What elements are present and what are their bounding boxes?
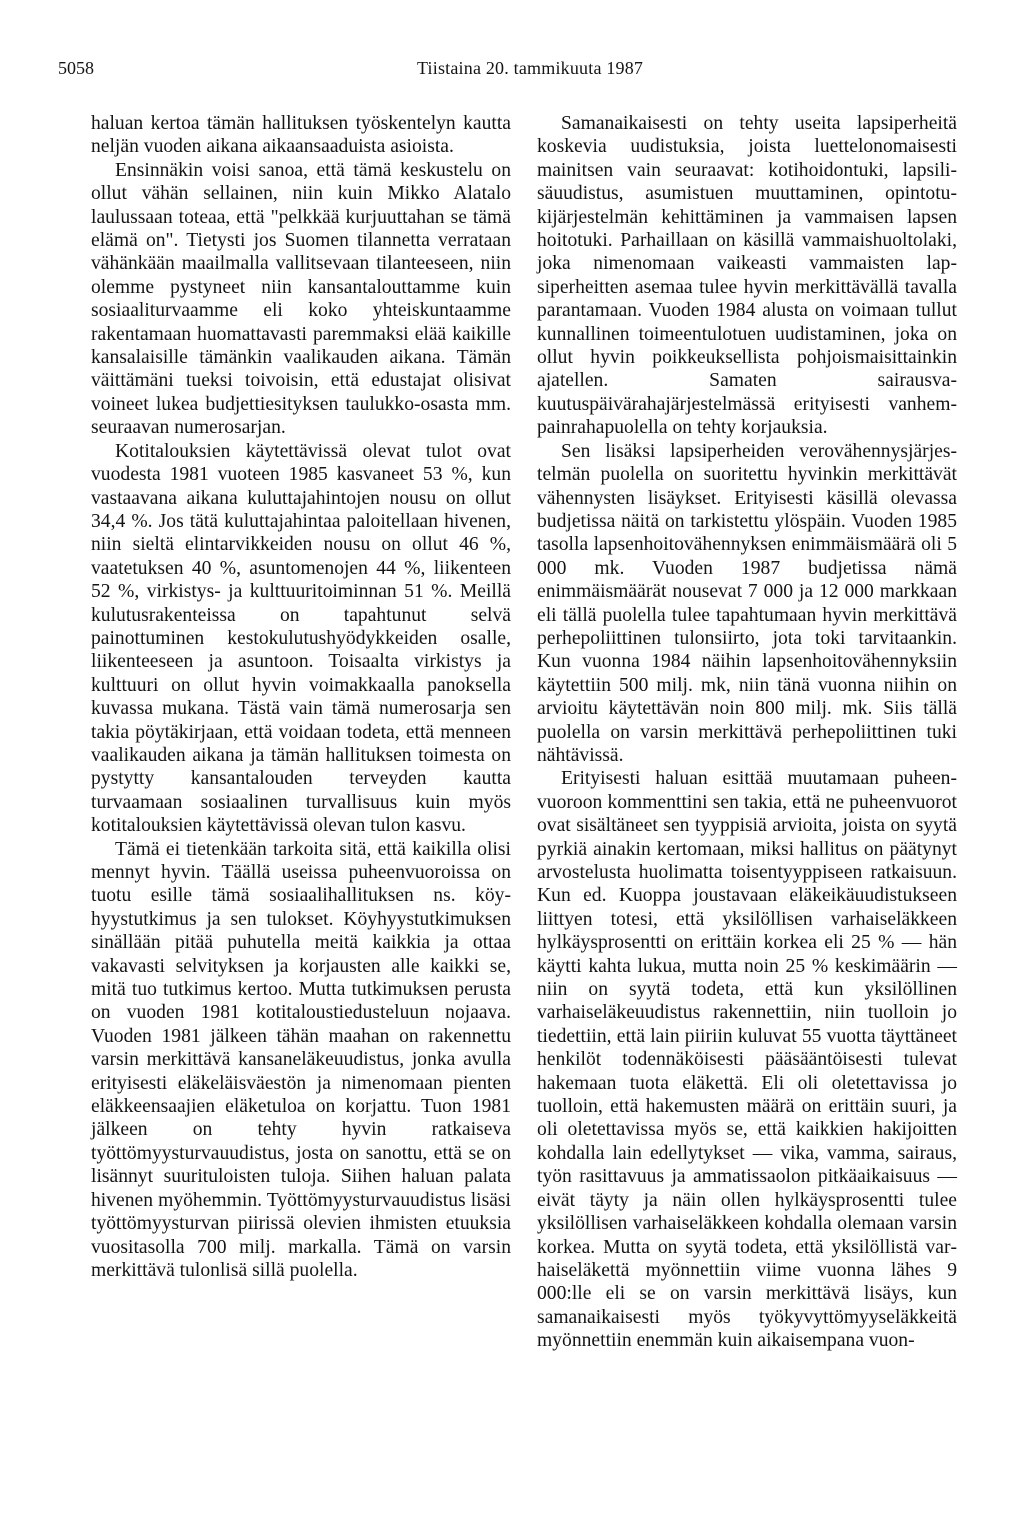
paragraph: Samanaikaisesti on tehty useita lapsiperheitä koskevia uudistuksia, joista luettelonomaisesti mainitsen vain seuraavat: kotihoidontuki, lapsilisäuudistus, asumistuen muuttaminen, opintotukijärjestelmän kehittäminen ja vammaisen lapsen hoitotuki. Parhaillaan on käsillä vammaishuoltolaki, joka nimenomaan vaikeasti vammaisten lapsiperheitten asemaa tulee hyvin merkittävällä tavalla parantamaan. Vuoden 1984 alusta on voimaan tullut kunnallinen toimeentulotuen uudistaminen, joka on ollut hyvin poikkeuksellista pohjoismaisittainkin ajatellen. Samaten sairausvakuutuspäivärahajärjestelmässä erityisesti vanhempainrahapuolella on tehty korjauksia. (537, 113, 957, 439)
page-header (58, 58, 964, 88)
left-column (91, 112, 511, 1282)
paragraph: Kotitalouksien käytettävissä olevat tulot ovat vuodesta 1981 vuoteen 1985 kasvaneet 53 %, kun vastaavana aikana kuluttajahintojen nousu on ollut 34,4 %. Jos tätä kuluttajahintaa paloitellaan hivenen, niin sieltä elintarvikkeiden nousu on ollut 46 %, vaatetuksen 40 %, asuntomenojen 44 %, liikenteen 52 %, virkistys- ja kulttuuritoiminnan 51 %. Meillä kulutusrakenteissa on tapahtunut selvä painottuminen kestokulutushyödykkeiden osalle, liikenteeseen ja asuntoon. Toisaalta virkistys ja kulttuuri on ollut hyvin voimakkaalla panoksella kuvassa mukana. Tästä vain tämä numerosarja sen takia pöytäkirjaan, että voidaan todeta, että menneen vaalikauden aikana ja tämän hallituksen toimesta on pystytty kansantalouden terveyden kautta turvaamaan sosiaalinen turvallisuus kuin myös kotitalouksien käytettävissä olevan tulon kasvu. (91, 440, 511, 837)
right-column (537, 112, 957, 1353)
paragraph: Tämä ei tietenkään tarkoita sitä, että kaikilla olisi mennyt hyvin. Täällä useissa puheenvuoroissa on tuotu esille tämä sosiaalihallituksen ns. köyhyystutkimus ja sen tulokset. Köyhyystutkimuksen sinällään pitää puhutella meitä kaikkia ja ottaa vakavasti selvityksen ja korjausten alle kaikki se, mitä tuo tutkimus kertoo. Mutta tutkimuksen perusta on vuoden 1981 kotitaloustiedusteluun nojaava. Vuoden 1981 jälkeen tähän maahan on rakennettu varsin merkittävä kansaneläkeuudistus, jonka avulla erityisesti eläkeläisväestön ja nimenomaan pienten eläkkeensaajien eläketuloa on korjattu. Tuon 1981 jälkeen on tehty hyvin ratkaiseva työttömyysturvauudistus, josta on sanottu, että se on lisännyt suurituloisten tuloja. Siihen haluan palata hivenen myöhemmin. Työttömyysturvauudistus lisäsi työttömyysturvan piirissä olevien ihmisten etuuksia vuositasolla 700 milj. markalla. Tämä on varsin merkittävä tulonlisä sillä puolella. (91, 838, 511, 1281)
paragraph: Sen lisäksi lapsiperheiden verovähennysjärjestelmän puolella on suoritettu hyvinkin merkittävät vähennysten lisäykset. Erityisesti käsillä olevassa budjetissa näitä on tarkistettu ylöspäin. Vuoden 1985 tasolla lapsenhoitovähennyksen enimmäismäärä oli 5 000 mk. Vuoden 1987 budjetissa nämä enimmäismäärät nousevat 7 000 ja 12 000 markkaan eli tällä puolella tulee tapahtumaan hyvin merkittävä perhepoliittinen tulonsiirto, jota toki tarvitaankin. Kun vuonna 1984 näihin lapsenhoitovähennyksiin käytettiin 500 milj. mk, niin tänä vuonna niihin on arvioitu käytettävän noin 800 milj. mk. Siis tällä puolella on varsin merkittävä perhepoliittinen tuki nähtävissä. (537, 440, 957, 766)
page-number: 5058 (58, 58, 94, 78)
paragraph: Ensinnäkin voisi sanoa, että tämä keskustelu on ollut vähän sellainen, niin kuin Mikko Alatalo laulussaan toteaa, että "pelkkää kurjuuttahan se tämä elämä on". Tietysti jos Suomen tilannetta verrataan vähänkään maailmalla vallitsevaan tilanteeseen, niin olemme pystyneet niin kansantalouttamme kuin sosiaaliturvaamme eli koko yhteiskuntaamme rakentamaan huomattavasti paremmaksi elää kaikille kansalaisille tämänkin vaalikauden aikana. Tämän väittämäni tueksi toivoisin, että edustajat olisivat voineet lukea budjettiesityksen taulukko-osasta mm. seuraavan numerosarjan. (91, 159, 511, 439)
running-head-date: Tiistaina 20. tammikuuta 1987 (417, 58, 644, 78)
paragraph: haluan kertoa tämän hallituksen työskentelyn kautta neljän vuoden aikana aikaansaaduista asioista. (91, 113, 511, 158)
paragraph: Erityisesti haluan esittää muutamaan puheenvuoroon kommenttini sen takia, että ne puheenvuorot ovat sisältäneet sen tyyppisiä arvioita, joista on syytä pyrkiä ainakin kertomaan, miksi hallitus on päätynyt arvostelusta huolimatta toisentyyppiseen ratkaisuun. Kun ed. Kuoppa joustavaan eläkeikäuudistukseen liittyen totesi, että yksilöllisen varhaiseläkkeen hylkäysprosentti on erittäin korkea eli 25 % — hän käytti kahta lukua, mutta noin 25 % keskimäärin — niin on syytä todeta, että kun yksilöllinen varhaiseläkeuudistus rakennettiin, niin tuolloin jo tiedettiin, että lain piiriin kuluvat 55 vuotta täyttäneet henkilöt todennäköisesti pääsääntöisesti tulevat hakemaan tuota eläkettä. Eli oli oletettavissa jo tuolloin, että hakemusten määrä on erittäin suuri, ja oli oletettavissa myös se, että kaikkien hakijoitten kohdalla lain edellytykset — vika, vamma, sairaus, työn rasittavuus ja ammatissaolon pitkäaikaisuus — eivät täyty ja näin ollen hylkäysprosentti tulee yksilöllisen varhaiseläkkeen kohdalla olemaan varsin korkea. Mutta on syytä todeta, että yksilöllistä varhaiseläkettä myönnettiin viime vuonna lähes 9 000:lle eli se on varsin merkittävä lisäys, kun samanaikaisesti myös työkyvyttömyyseläkkeitä myönnettiin enemmän kuin aikaisempana vuon- (537, 768, 957, 1352)
